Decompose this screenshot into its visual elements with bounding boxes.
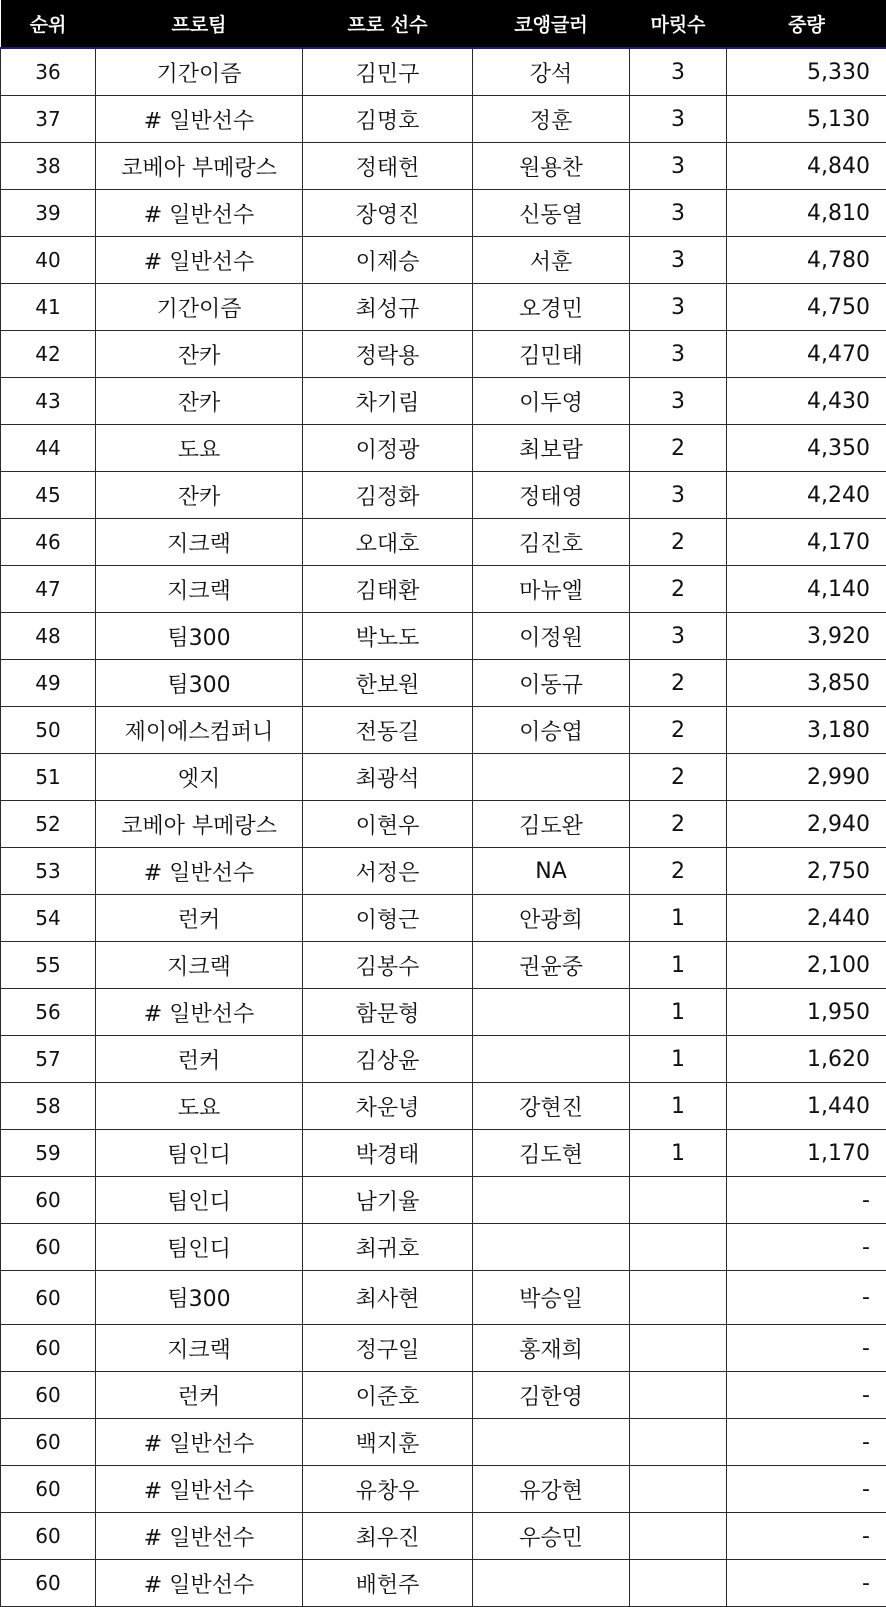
pro-team-cell: 도요 [96,425,303,472]
pro-player-cell: 이준호 [303,1372,473,1419]
table-row [1,1325,886,1372]
fish-count-cell [630,1177,727,1224]
rank-cell: 39 [1,190,96,237]
co-angler-cell: 김도현 [473,1130,630,1177]
co-angler-cell: 안광희 [473,895,630,942]
pro-player-cell: 유창우 [303,1466,473,1513]
table-row [1,425,886,472]
table-row [1,1083,886,1130]
weight-cell: 2,990 [727,754,886,801]
pro-player-cell: 김명호 [303,96,473,143]
fish-count-cell: 1 [630,1036,727,1083]
pro-team-cell: 런커 [96,1036,303,1083]
pro-player-cell: 한보원 [303,660,473,707]
pro-player-cell: 최사현 [303,1271,473,1325]
table-row [1,190,886,237]
co-angler-cell [473,754,630,801]
rank-cell: 42 [1,331,96,378]
fish-count-cell [630,1560,727,1607]
weight-cell: 4,170 [727,519,886,566]
table-row [1,1271,886,1325]
pro-team-cell: # 일반선수 [96,848,303,895]
fish-count-cell: 2 [630,425,727,472]
rank-cell: 47 [1,566,96,613]
pro-team-cell: # 일반선수 [96,237,303,284]
rank-cell: 43 [1,378,96,425]
header-rank: 순위 [1,0,96,48]
pro-team-cell: # 일반선수 [96,190,303,237]
fish-count-cell: 3 [630,96,727,143]
rank-cell: 38 [1,143,96,190]
rank-cell: 60 [1,1325,96,1372]
fish-count-cell: 2 [630,848,727,895]
fish-count-cell: 2 [630,660,727,707]
weight-cell: 4,350 [727,425,886,472]
rank-cell: 55 [1,942,96,989]
fish-count-cell: 3 [630,237,727,284]
weight-cell: 3,920 [727,613,886,660]
fish-count-cell [630,1325,727,1372]
pro-team-cell: # 일반선수 [96,1513,303,1560]
weight-cell: 2,940 [727,801,886,848]
pro-player-cell: 김태환 [303,566,473,613]
pro-team-cell: 팀인디 [96,1224,303,1271]
header-row [1,0,886,48]
weight-cell: - [727,1419,886,1466]
pro-team-cell: # 일반선수 [96,1466,303,1513]
co-angler-cell [473,1419,630,1466]
pro-team-cell: 지크랙 [96,566,303,613]
co-angler-cell: 최보람 [473,425,630,472]
weight-cell: 4,430 [727,378,886,425]
rank-cell: 57 [1,1036,96,1083]
co-angler-cell: 이두영 [473,378,630,425]
weight-cell: 1,950 [727,989,886,1036]
table-row [1,519,886,566]
rank-cell: 60 [1,1271,96,1325]
pro-team-cell: 제이에스컴퍼니 [96,707,303,754]
table-row [1,1130,886,1177]
rank-cell: 60 [1,1513,96,1560]
pro-player-cell: 이정광 [303,425,473,472]
weight-cell: 4,240 [727,472,886,519]
weight-cell: 4,810 [727,190,886,237]
co-angler-cell: 유강현 [473,1466,630,1513]
pro-player-cell: 김상윤 [303,1036,473,1083]
weight-cell: 1,170 [727,1130,886,1177]
co-angler-cell [473,1224,630,1271]
pro-team-cell: 도요 [96,1083,303,1130]
pro-player-cell: 정구일 [303,1325,473,1372]
fish-count-cell [630,1224,727,1271]
table-row [1,1466,886,1513]
fish-count-cell: 3 [630,190,727,237]
fish-count-cell [630,1466,727,1513]
weight-cell: - [727,1513,886,1560]
rank-cell: 50 [1,707,96,754]
pro-player-cell: 김민구 [303,48,473,96]
rank-cell: 60 [1,1419,96,1466]
co-angler-cell: 원용찬 [473,143,630,190]
weight-cell: 4,840 [727,143,886,190]
table-row [1,1419,886,1466]
co-angler-cell [473,1177,630,1224]
table-row [1,660,886,707]
pro-player-cell: 장영진 [303,190,473,237]
weight-cell: 4,780 [727,237,886,284]
weight-cell: 1,620 [727,1036,886,1083]
rank-cell: 53 [1,848,96,895]
table-header [1,0,886,48]
pro-player-cell: 김정화 [303,472,473,519]
weight-cell: - [727,1372,886,1419]
rank-cell: 59 [1,1130,96,1177]
table-row [1,1177,886,1224]
pro-team-cell: 엣지 [96,754,303,801]
table-body [1,48,886,1607]
rank-cell: 51 [1,754,96,801]
pro-team-cell: 잔카 [96,331,303,378]
pro-team-cell: 팀300 [96,1271,303,1325]
weight-cell: - [727,1177,886,1224]
weight-cell: 4,750 [727,284,886,331]
pro-team-cell: 팀300 [96,613,303,660]
pro-player-cell: 배헌주 [303,1560,473,1607]
fish-count-cell: 2 [630,519,727,566]
weight-cell: 1,440 [727,1083,886,1130]
table-row [1,472,886,519]
co-angler-cell: 김도완 [473,801,630,848]
co-angler-cell: 서훈 [473,237,630,284]
pro-player-cell: 최귀호 [303,1224,473,1271]
weight-cell: 3,180 [727,707,886,754]
weight-cell: 2,440 [727,895,886,942]
rank-cell: 49 [1,660,96,707]
co-angler-cell: NA [473,848,630,895]
pro-player-cell: 남기율 [303,1177,473,1224]
table-row [1,801,886,848]
pro-team-cell: # 일반선수 [96,96,303,143]
rank-cell: 60 [1,1372,96,1419]
pro-team-cell: 잔카 [96,378,303,425]
table-row [1,48,886,96]
table-row [1,848,886,895]
weight-cell: - [727,1224,886,1271]
co-angler-cell: 마뉴엘 [473,566,630,613]
co-angler-cell [473,1560,630,1607]
fish-count-cell: 2 [630,754,727,801]
pro-player-cell: 김봉수 [303,942,473,989]
table-row [1,613,886,660]
weight-cell: 2,750 [727,848,886,895]
header-pro-player: 프로 선수 [303,0,473,48]
table-row [1,989,886,1036]
fish-count-cell: 1 [630,1130,727,1177]
table-row [1,707,886,754]
fish-count-cell [630,1271,727,1325]
co-angler-cell: 이정원 [473,613,630,660]
pro-player-cell: 이형근 [303,895,473,942]
fish-count-cell: 1 [630,1083,727,1130]
co-angler-cell: 강현진 [473,1083,630,1130]
pro-player-cell: 차운녕 [303,1083,473,1130]
co-angler-cell: 박승일 [473,1271,630,1325]
fish-count-cell: 1 [630,942,727,989]
rank-cell: 52 [1,801,96,848]
rank-cell: 41 [1,284,96,331]
pro-player-cell: 이제승 [303,237,473,284]
fish-count-cell: 3 [630,48,727,96]
pro-player-cell: 최광석 [303,754,473,801]
pro-team-cell: 팀인디 [96,1130,303,1177]
fish-count-cell [630,1513,727,1560]
weight-cell: 3,850 [727,660,886,707]
pro-player-cell: 이현우 [303,801,473,848]
co-angler-cell: 정태영 [473,472,630,519]
table-row [1,331,886,378]
co-angler-cell: 정훈 [473,96,630,143]
header-weight: 중량 [727,0,886,48]
co-angler-cell [473,989,630,1036]
pro-player-cell: 최성규 [303,284,473,331]
weight-cell: 2,100 [727,942,886,989]
pro-team-cell: 코베아 부메랑스 [96,801,303,848]
table-row [1,1560,886,1607]
table-row [1,1224,886,1271]
co-angler-cell: 김한영 [473,1372,630,1419]
co-angler-cell: 김민태 [473,331,630,378]
header-fish-count: 마릿수 [630,0,727,48]
rank-cell: 56 [1,989,96,1036]
weight-cell: - [727,1466,886,1513]
weight-cell: - [727,1325,886,1372]
rank-cell: 60 [1,1224,96,1271]
header-pro-team: 프로팀 [96,0,303,48]
rank-cell: 46 [1,519,96,566]
rank-cell: 36 [1,48,96,96]
pro-player-cell: 정락용 [303,331,473,378]
table-row [1,895,886,942]
fish-count-cell: 3 [630,613,727,660]
pro-player-cell: 오대호 [303,519,473,566]
rank-cell: 48 [1,613,96,660]
co-angler-cell: 김진호 [473,519,630,566]
rank-cell: 37 [1,96,96,143]
weight-cell: 5,330 [727,48,886,96]
fish-count-cell: 2 [630,707,727,754]
pro-player-cell: 박경태 [303,1130,473,1177]
fish-count-cell: 3 [630,378,727,425]
co-angler-cell: 이동규 [473,660,630,707]
pro-team-cell: 팀300 [96,660,303,707]
pro-team-cell: 지크랙 [96,942,303,989]
header-co-angler: 코앵글러 [473,0,630,48]
co-angler-cell: 홍재희 [473,1325,630,1372]
table-row [1,754,886,801]
fish-count-cell [630,1419,727,1466]
fish-count-cell [630,1372,727,1419]
co-angler-cell [473,1036,630,1083]
fish-count-cell: 2 [630,566,727,613]
co-angler-cell: 권윤중 [473,942,630,989]
table-row [1,284,886,331]
weight-cell: 4,470 [727,331,886,378]
weight-cell: 4,140 [727,566,886,613]
pro-player-cell: 백지훈 [303,1419,473,1466]
co-angler-cell: 신동열 [473,190,630,237]
pro-team-cell: 런커 [96,1372,303,1419]
table-row [1,237,886,284]
pro-player-cell: 서정은 [303,848,473,895]
pro-team-cell: 코베아 부메랑스 [96,143,303,190]
table-row [1,96,886,143]
rank-cell: 60 [1,1560,96,1607]
table-row [1,1513,886,1560]
rank-cell: 54 [1,895,96,942]
pro-team-cell: 기간이즘 [96,48,303,96]
pro-team-cell: 지크랙 [96,519,303,566]
co-angler-cell: 오경민 [473,284,630,331]
co-angler-cell: 우승민 [473,1513,630,1560]
table-row [1,566,886,613]
pro-team-cell: # 일반선수 [96,1419,303,1466]
fish-count-cell: 3 [630,331,727,378]
weight-cell: - [727,1271,886,1325]
pro-team-cell: 런커 [96,895,303,942]
pro-player-cell: 박노도 [303,613,473,660]
rank-cell: 60 [1,1177,96,1224]
fish-count-cell: 1 [630,989,727,1036]
table-row [1,143,886,190]
rank-cell: 45 [1,472,96,519]
co-angler-cell: 강석 [473,48,630,96]
pro-team-cell: # 일반선수 [96,1560,303,1607]
pro-team-cell: # 일반선수 [96,989,303,1036]
pro-player-cell: 전동길 [303,707,473,754]
fish-count-cell: 3 [630,472,727,519]
pro-player-cell: 함문형 [303,989,473,1036]
rank-cell: 60 [1,1466,96,1513]
weight-cell: - [727,1560,886,1607]
rank-cell: 58 [1,1083,96,1130]
pro-team-cell: 기간이즘 [96,284,303,331]
pro-team-cell: 팀인디 [96,1177,303,1224]
fish-count-cell: 3 [630,284,727,331]
fish-count-cell: 2 [630,801,727,848]
pro-team-cell: 지크랙 [96,1325,303,1372]
rank-cell: 40 [1,237,96,284]
rank-cell: 44 [1,425,96,472]
weight-cell: 5,130 [727,96,886,143]
pro-team-cell: 잔카 [96,472,303,519]
table-row [1,942,886,989]
table-row [1,1036,886,1083]
table-row [1,1372,886,1419]
pro-player-cell: 최우진 [303,1513,473,1560]
fish-count-cell: 3 [630,143,727,190]
pro-player-cell: 정태헌 [303,143,473,190]
co-angler-cell: 이승엽 [473,707,630,754]
pro-player-cell: 차기림 [303,378,473,425]
fish-count-cell: 1 [630,895,727,942]
table-row [1,378,886,425]
